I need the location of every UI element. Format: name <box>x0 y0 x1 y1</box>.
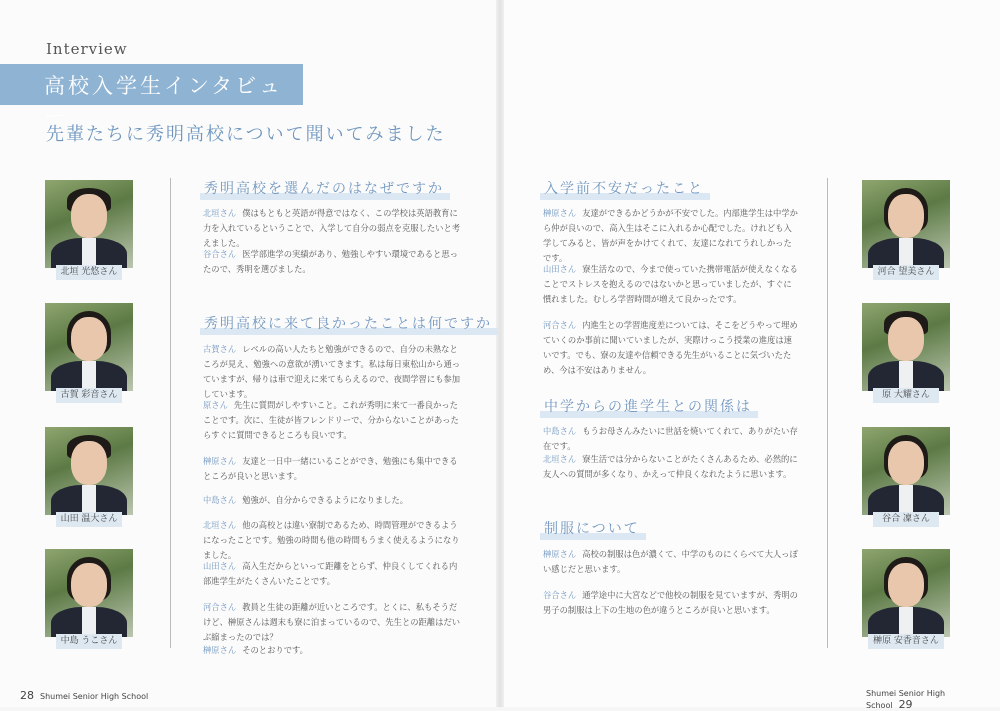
speaker: 谷合さん <box>203 249 237 259</box>
section-heading: 制服について <box>540 518 646 540</box>
answer-text: 内進生との学習進度差については、そこをどうやって埋めていくのか事前に聞いていましたが、実際けっこう授業の進度は速いです。でも、寮の友達や信頼できる先生がいることに気づいたため、今は不安はありません。 <box>543 320 798 375</box>
page-number: 29 <box>898 698 913 711</box>
eyebrow: Interview <box>46 40 128 58</box>
page-subtitle: 先輩たちに秀明高校について聞いてみました <box>46 124 446 145</box>
answer-text: 寮生活なので、今まで使っていた携帯電話が使えなくなることでストレスを抱えるのではないかと思っていましたが、すぐに慣れました。むしろ学習時間が増えて良かったです。 <box>543 264 798 304</box>
speaker: 北垣さん <box>203 520 237 530</box>
answer-text: 医学部進学の実績があり、勉強しやすい環境であると思ったので、秀明を選びました。 <box>203 249 458 274</box>
school-name: Shumei Senior High School <box>866 689 946 710</box>
answer-text: 高入生だからといって距離をとらず、仲良くしてくれる内部進学生がたくさんいたことです。 <box>203 561 458 586</box>
answer-text: 友達と一日中一緒にいることができ、勉強にも集中できるところが良いと思います。 <box>203 456 458 481</box>
student-photo <box>45 303 133 391</box>
speaker: 榊原さん <box>203 645 237 655</box>
divider-right <box>827 178 828 648</box>
speaker: 河合さん <box>203 602 237 612</box>
page-footer-right <box>866 689 1000 711</box>
answer-text: 僕はもともと英語が得意ではなく、この学校は英語教育に力を入れているということで、入学して自分の弱点を克服したいと考えました。 <box>203 208 461 248</box>
answer-paragraph <box>543 318 798 378</box>
page-footer-left <box>14 689 148 702</box>
answer-paragraph <box>543 547 798 577</box>
student-photo <box>862 549 950 637</box>
answer-paragraph <box>203 454 461 484</box>
student-photo <box>862 427 950 515</box>
answer-paragraph <box>203 206 461 251</box>
answer-paragraph <box>543 424 798 454</box>
answer-text: 高校の制服は色が濃くて、中学のものにくらべて大人っぽい感じだと思います。 <box>543 549 798 574</box>
student-name: 谷合 凜さん <box>873 512 939 527</box>
student-photo <box>45 180 133 268</box>
speaker: 河合さん <box>543 320 577 330</box>
student-name: 原 大耀さん <box>873 388 939 403</box>
speaker: 榊原さん <box>543 208 577 218</box>
answer-paragraph <box>543 588 798 618</box>
divider-left <box>170 178 171 648</box>
section-heading: 入学前不安だったこと <box>540 178 710 200</box>
answer-text: もうお母さんみたいに世話を焼いてくれて、ありがたい存在です。 <box>543 426 798 451</box>
answer-paragraph <box>203 398 461 443</box>
speaker: 北垣さん <box>203 208 237 218</box>
answer-text: レベルの高い人たちと勉強ができるので、自分の未熟なところが見え、勉強への意欲が湧いてきます。私は毎日東松山から通っていますが、帰りは車で迎えに来てもらえるので、夜間学習にも参加しています。 <box>203 344 461 399</box>
speaker: 榊原さん <box>203 456 237 466</box>
answer-text: 教員と生徒の距離が近いところです。とくに、私もそうだけど、榊原さんは週末も寮に泊まっているので、先生との距離はだいぶ縮まったのでは？ <box>203 602 461 642</box>
speaker: 谷合さん <box>543 590 577 600</box>
answer-paragraph <box>543 452 798 482</box>
speaker: 北垣さん <box>543 454 577 464</box>
section-heading: 秀明高校を選んだのはなぜですか <box>200 178 450 200</box>
speaker: 中島さん <box>203 495 237 505</box>
answer-text: 通学途中に大宮などで他校の制服を見ていますが、秀明の男子の制服は上下の生地の色が違うところが良いと思います。 <box>543 590 798 615</box>
answer-text: 他の高校とは違い寮制であるため、時間管理ができるようになったことです。勉強の時間も他の時間もうまく使えるようになりました。 <box>203 520 460 560</box>
answer-paragraph <box>203 518 461 563</box>
answer-paragraph <box>203 559 461 589</box>
student-photo <box>45 549 133 637</box>
speaker: 榊原さん <box>543 549 577 559</box>
student-name: 北垣 光悠さん <box>56 265 122 280</box>
page-spine <box>496 0 504 707</box>
student-name: 古賀 彩音さん <box>56 388 122 403</box>
student-photo <box>862 303 950 391</box>
answer-text: 寮生活では分からないことがたくさんあるため、必然的に友人への質問が多くなり、かえって仲良くなれたように思います。 <box>543 454 798 479</box>
speaker: 中島さん <box>543 426 577 436</box>
answer-paragraph <box>543 262 798 307</box>
student-name: 中島 うこさん <box>56 634 122 649</box>
speaker: 山田さん <box>543 264 577 274</box>
student-name: 河合 望美さん <box>873 265 939 280</box>
student-photo <box>862 180 950 268</box>
answer-text: 勉強が、自分からできるようになりました。 <box>242 495 409 505</box>
answer-paragraph <box>203 643 461 658</box>
answer-paragraph <box>543 206 798 266</box>
speaker: 山田さん <box>203 561 237 571</box>
answer-text: 先生に質問がしやすいこと。これが秀明に来て一番良かったことです。次に、生徒が皆フレンドリーで、分からないことがあったらすぐに質問できるところも良いです。 <box>203 400 459 440</box>
answer-text: そのとおりです。 <box>242 645 308 655</box>
student-name: 山田 温大さん <box>56 512 122 527</box>
speaker: 古賀さん <box>203 344 237 354</box>
school-name: Shumei Senior High School <box>40 692 149 701</box>
answer-paragraph <box>203 600 461 645</box>
answer-paragraph <box>203 493 461 508</box>
page-number: 28 <box>20 689 34 702</box>
page-title: 高校入学生インタビュー <box>44 74 284 128</box>
title-band <box>0 64 303 128</box>
student-photo <box>45 427 133 515</box>
answer-text: 友達ができるかどうかが不安でした。内部進学生は中学から仲が良いので、高入生はそこに入れるか心配でした。けれども入学してみると、皆が声をかけてくれて、友達になれてうれしかったです。 <box>543 208 798 263</box>
answer-paragraph <box>203 342 461 402</box>
answer-paragraph <box>203 247 461 277</box>
student-name: 榊原 安香音さん <box>868 634 944 649</box>
section-heading: 中学からの進学生との関係は <box>540 396 758 418</box>
section-heading: 秀明高校に来て良かったことは何ですか <box>200 313 498 335</box>
speaker: 原さん <box>203 400 228 410</box>
